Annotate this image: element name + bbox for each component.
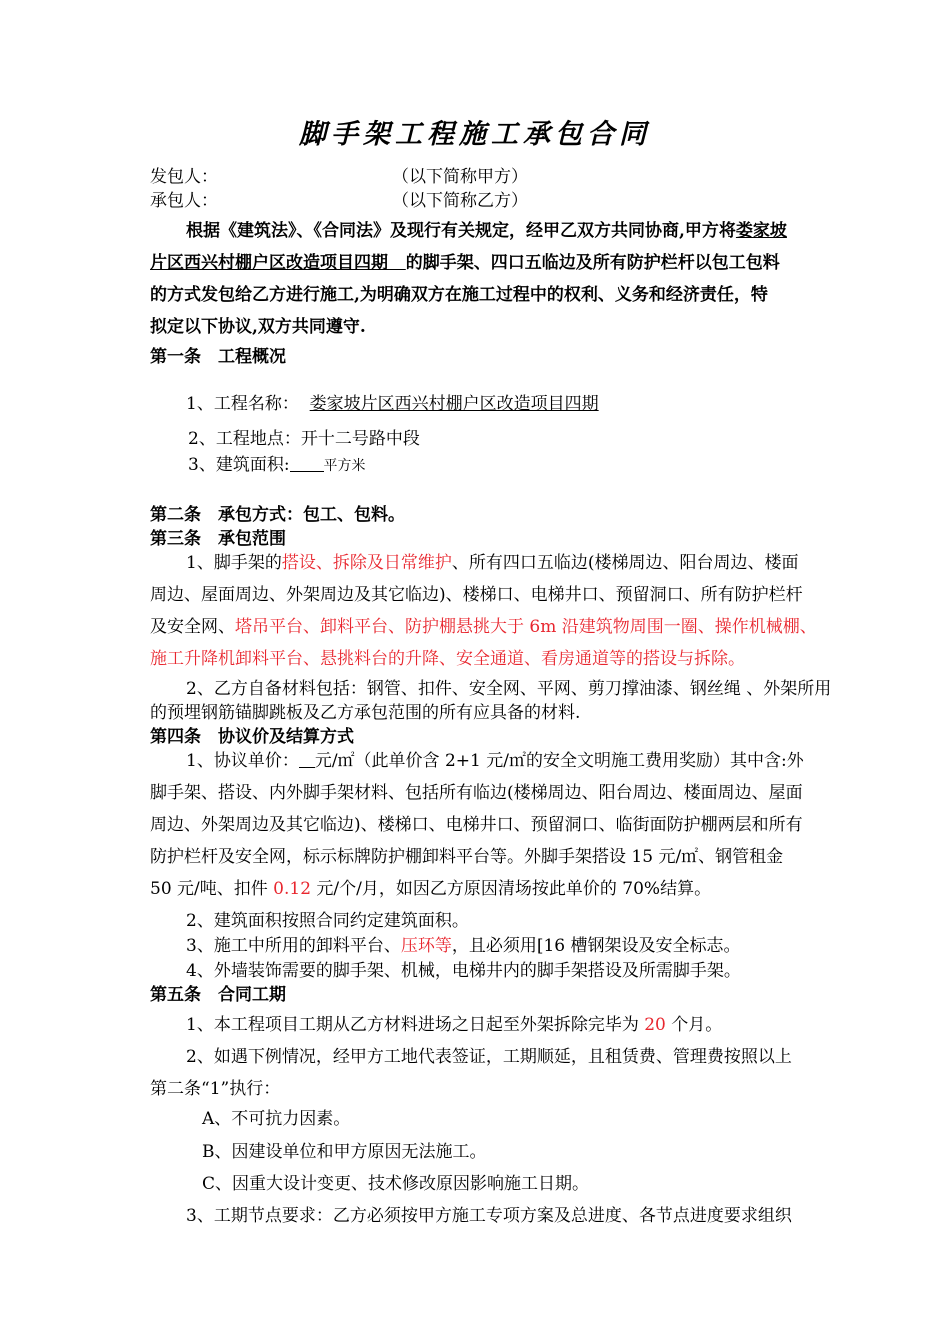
scope-highlight: 塔吊平台、卸料平台、防护棚悬挑大于 6m 沿建筑物周围一圈、操作机械棚、: [235, 617, 817, 637]
scope-line-3: [150, 616, 817, 638]
area-blank: [290, 456, 324, 472]
clause-highlight: 压环等: [400, 936, 452, 956]
preamble-line-3: 的方式发包给乙方进行施工,为明确双方在施工过程中的权利、义务和经济责任，特: [150, 285, 768, 305]
condition-b: B、因建设单位和甲方原因无法施工。: [202, 1142, 487, 1162]
price-line-3: 周边、外架周边及其它临边)、楼梯口、电梯井口、预留洞口、临街面防护棚两层和所有: [150, 815, 803, 835]
project-name-label: 1、工程名称：: [186, 394, 299, 414]
price-text: 元/㎡（此单价含 2+1 元/㎡的安全文明施工费用奖励）其中含:外: [314, 751, 804, 771]
project-name-value: 娄家坡片区西兴村棚户区改造项目四期: [309, 394, 599, 414]
scope-text: 、所有四口五临边(楼梯周边、阳台周边、楼面: [451, 553, 799, 573]
area-clause: 2、建筑面积按照合同约定建筑面积。: [186, 911, 469, 931]
article-2-heading: 第二条 承包方式：包工、包料。: [150, 505, 405, 525]
article-5-heading: 第五条 合同工期: [150, 985, 286, 1005]
unit-price-blank: [299, 752, 315, 768]
duration-months: 20: [644, 1015, 666, 1035]
price-line-2: 脚手架、搭设、内外脚手架材料、包括所有临边(楼梯周边、阳台周边、楼面周边、屋面: [150, 783, 803, 803]
duration-clause: [186, 1014, 722, 1036]
article-3-heading: 第三条 承包范围: [150, 529, 286, 549]
price-text: 1、协议单价：: [186, 751, 299, 771]
scope-text: 及安全网、: [150, 617, 235, 637]
price-line-1: [186, 750, 804, 772]
price-text: 元/个/月，如因乙方原因清场按此单价的 70%结算。: [311, 879, 712, 899]
extension-text: 第二条: [150, 1079, 201, 1099]
extension-line-2: [150, 1078, 280, 1100]
project-site-line: 2、工程地点：开十二号路中段: [188, 429, 420, 449]
clause-text: ，且必须用[16 槽钢架设及安全标志。: [451, 936, 741, 956]
preamble-line-2: [150, 252, 780, 274]
scope-line-2: 周边、屋面周边、外架周边及其它临边)、楼梯口、电梯井口、预留洞口、所有防护栏杆: [150, 585, 803, 605]
article-1-heading: 第一条 工程概况: [150, 347, 286, 367]
price-line-4: 防护栏杆及安全网，标示标牌防护棚卸料平台等。外脚手架搭设 15 元/㎡、钢管租金: [150, 847, 784, 867]
project-name-underlined: 娄家坡: [735, 221, 787, 241]
extension-line-1: 2、如遇下例情况，经甲方工地代表签证，工期顺延，且租赁费、管理费按照以上: [186, 1047, 792, 1067]
facade-clause: 4、外墙装饰需要的脚手架、机械，电梯井内的脚手架搭设及所需脚手架。: [186, 961, 741, 981]
condition-a: A、不可抗力因素。: [202, 1109, 351, 1129]
party-b-label: 承包人：: [150, 191, 218, 211]
materials-line-1: 2、乙方自备材料包括：钢管、扣件、安全网、平网、剪刀撑油漆、钢丝绳 、外架所用: [186, 679, 832, 699]
duration-text: 个月。: [665, 1015, 723, 1035]
duration-text: 1、本工程项目工期从乙方材料进场之日起至外架拆除完毕为: [186, 1015, 645, 1035]
scope-line-4: 施工升降机卸料平台、悬挑料台的升降、安全通道、看房通道等的搭设与拆除。: [150, 649, 745, 669]
clause-text: 3、施工中所用的卸料平台、: [186, 936, 401, 956]
preamble-text: 的脚手架、四口五临边及所有防护栏杆以包工包料: [405, 253, 780, 273]
party-a-label: 发包人：: [150, 167, 218, 187]
area-label: 3、建筑面积:: [188, 455, 290, 475]
extension-text: “1”执行：: [201, 1079, 281, 1099]
scope-text: 1、脚手架的: [186, 553, 282, 573]
project-area-line: [188, 454, 366, 477]
contract-title: 脚手架工程施工承包合同: [299, 119, 651, 150]
price-text: 50 元/吨、扣件: [150, 879, 274, 899]
price-line-5: [150, 878, 711, 900]
scope-line-1: [186, 552, 798, 574]
preamble-line-1: [186, 220, 787, 242]
milestone-clause: 3、工期节点要求：乙方必须按甲方施工专项方案及总进度、各节点进度要求组织: [186, 1206, 792, 1226]
scope-highlight: 搭设、拆除及日常维护: [281, 553, 452, 573]
preamble-line-4: 拟定以下协议,双方共同遵守.: [150, 317, 366, 337]
party-a-note: （以下简称甲方）: [392, 167, 528, 187]
preamble-text: 根据《建筑法》、《合同法》及现行有关规定，经甲乙双方共同协商,甲方将: [186, 221, 736, 241]
materials-line-2: 的预埋钢筋锚脚跳板及乙方承包范围的所有应具备的材料.: [150, 703, 581, 723]
party-b-note: （以下简称乙方）: [392, 191, 528, 211]
condition-c: C、因重大设计变更、技术修改原因影响施工日期。: [202, 1174, 590, 1194]
article-4-heading: 第四条 协议价及结算方式: [150, 727, 354, 747]
platform-clause: [186, 935, 741, 957]
project-name-line: [186, 393, 599, 415]
project-name-underlined: 片区西兴村棚户区改造项目四期: [150, 253, 388, 273]
area-unit: 平方米: [323, 458, 366, 474]
fastener-price: 0.12: [273, 879, 312, 899]
